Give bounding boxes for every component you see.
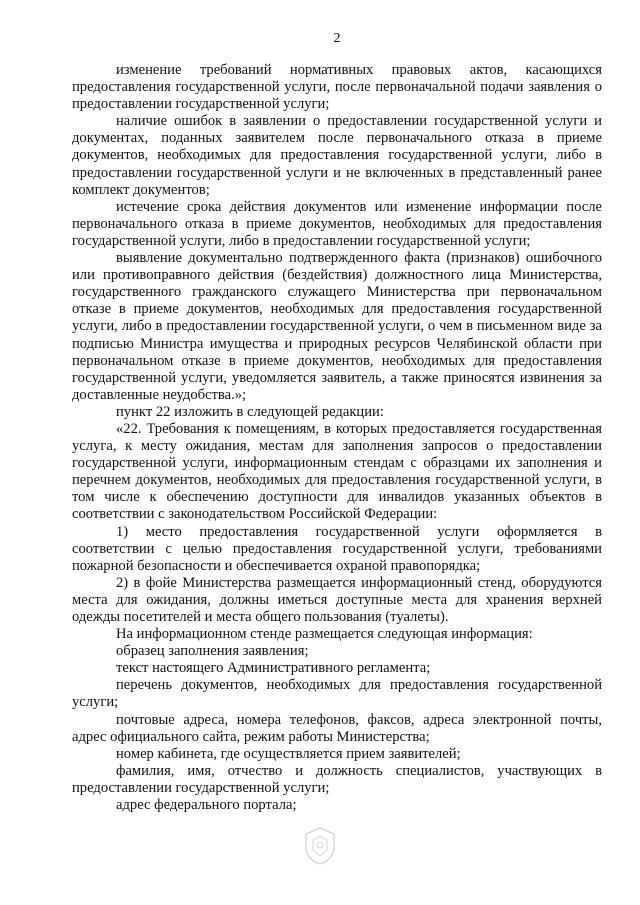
list-item-contacts: почтовые адреса, номера телефонов, факсов, адреса электронной почты, адрес официального сайта, режим работы Министерства; [72,711,602,745]
paragraph-errors-in-application: наличие ошибок в заявлении о предоставлении государственной услуги и документах, поданных заявителем после первоначального отказа в приеме документов, необходимых для предоставления государственной услуги, либо в предоставлении государственной услуги и не включенных в представленный ранее комплект документов; [72,113,602,198]
list-item-specialists: фамилия, имя, отчество и должность специалистов, участвующих в предоставлении государственной услуги; [72,762,602,796]
list-item-regulation-text: текст настоящего Административного регламента; [116,660,431,677]
paragraph-item-1: 1) место предоставления государственной услуги оформляется в соответствии с целью предоставления государственной услуги, требованиями пожарной безопасности и обеспечивается охраной правопорядка; [72,523,602,574]
paragraph-point-22-requirements: «22. Требования к помещениям, в которых предоставляется государственная услуга, к месту ожидания, местам для заполнения запросов о предоставлении государственной услуги, информационным стендам с образцами их заполнения и перечнем документов, необходимых для предоставления государственной услуги, в том числе к обеспечению доступности для инвалидов указанных объектов в соответствии с законодательством Российской Федерации: [72,420,602,523]
paragraph-requirements-change: изменение требований нормативных правовых актов, касающихся предоставления государственной услуги, после первоначальной подачи заявления о предоставлении государственной услуги; [72,62,602,113]
coat-of-arms-stamp-icon [302,826,338,866]
list-item-sample-form: образец заполнения заявления; [116,643,309,660]
paragraph-item-2: 2) в фойе Министерства размещается информационный стенд, оборудуются места для ожидания, должны иметься доступные места для хранения верхней одежды посетителей и места общего пользования (туалеты). [72,574,602,625]
paragraph-point-22-intro: пункт 22 изложить в следующей редакции: [116,403,384,420]
paragraph-official-misconduct: выявление документально подтвержденного факта (признаков) ошибочного или противоправного действия (бездействия) должностного лица Министерства, государственного гражданского служащего Министерства при первоначальном отказе в приеме документов, необходимых для предоставления государственной услуги, либо в предоставлении государственной услуги, о чем в письменном виде за подписью Министра имущества и природных ресурсов Челябинской области при первоначальном отказе в приеме документов, необходимых для предоставления государственной услуги, уведомляется заявитель, а также приносятся извинения за доставленные неудобства.»; [72,250,602,403]
paragraph-info-stand-intro: На информационном стенде размещается следующая информация: [116,626,533,643]
paragraph-documents-expiry: истечение срока действия документов или изменение информации после первоначального отказа в приеме документов, необходимых для предоставления государственной услуги, либо в предоставлении государственной услуги; [72,198,602,249]
list-item-federal-portal: адрес федерального портала; [116,797,297,814]
document-body [72,62,602,814]
page-number: 2 [333,31,341,46]
list-item-documents-list: перечень документов, необходимых для предоставления государственной услуги; [72,677,602,711]
list-item-office-number: номер кабинета, где осуществляется прием заявителей; [116,745,461,762]
